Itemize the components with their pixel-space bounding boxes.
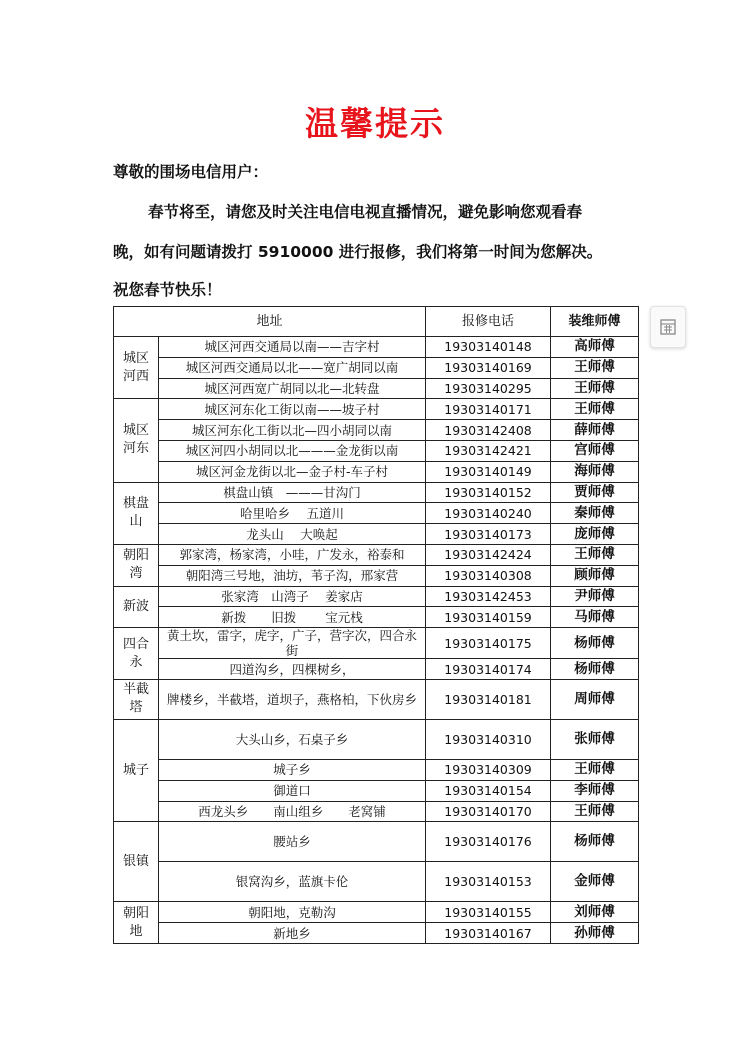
- technician-cell: 王师傅: [551, 357, 639, 378]
- technician-cell: 庞师傅: [551, 524, 639, 545]
- table-row: [114, 399, 639, 420]
- technician-cell: 贾师傅: [551, 482, 639, 503]
- technician-cell: 王师傅: [551, 378, 639, 399]
- address-cell: 牌楼乡，半截塔，道坝子，燕格柏，下伙房乡: [159, 679, 426, 719]
- table-row: [114, 607, 639, 628]
- phone-cell: 19303140170: [426, 801, 551, 822]
- address-cell: 黄土坎，雷字，虎字，广子，营字次，四合永街: [159, 628, 426, 659]
- technician-cell: 杨师傅: [551, 628, 639, 659]
- table-row: [114, 923, 639, 944]
- area-cell: [114, 586, 159, 628]
- header-technician: 装维师傅: [551, 307, 639, 337]
- address-cell: 郭家湾，杨家湾，小哇，广发永，裕泰和: [159, 544, 426, 565]
- phone-cell: 19303140153: [426, 862, 551, 902]
- technician-cell: 王师傅: [551, 544, 639, 565]
- repair-table: [113, 306, 639, 944]
- address-cell: 城区河西交通局以北——宽广胡同以南: [159, 357, 426, 378]
- phone-cell: 19303142453: [426, 586, 551, 607]
- area-label-line: 永: [129, 654, 143, 670]
- area-label-line: 河东: [122, 441, 149, 457]
- technician-cell: 孙师傅: [551, 923, 639, 944]
- header-phone: 报修电话: [426, 307, 551, 337]
- address-cell: 御道口: [159, 780, 426, 801]
- phone-cell: 19303140175: [426, 628, 551, 659]
- address-cell: 朝阳湾三号地，油坊，苇子沟，邢家营: [159, 565, 426, 586]
- phone-cell: 19303140148: [426, 337, 551, 358]
- phone-cell: 19303140167: [426, 923, 551, 944]
- area-label-line: 河西: [122, 368, 149, 384]
- address-cell: 城区河东化工街以南——坡子村: [159, 399, 426, 420]
- address-cell: 城区河西交通局以南——吉字村: [159, 337, 426, 358]
- table-row: [114, 357, 639, 378]
- address-cell: 新拨 旧拨 宝元栈: [159, 607, 426, 628]
- address-cell: 西龙头乡 南山组乡 老窝铺: [159, 801, 426, 822]
- technician-cell: 薛师傅: [551, 420, 639, 441]
- technician-cell: 海师傅: [551, 461, 639, 482]
- technician-cell: 王师傅: [551, 399, 639, 420]
- area-label-line: 新波: [122, 598, 149, 614]
- technician-cell: 马师傅: [551, 607, 639, 628]
- page-title: 温馨提示: [305, 104, 445, 143]
- address-cell: 四道沟乡，四棵树乡，: [159, 659, 426, 680]
- area-cell: [114, 719, 159, 821]
- area-label-line: 朝阳: [122, 905, 149, 921]
- wish: 祝您春节快乐！: [113, 281, 222, 299]
- address-cell: 张家湾 山湾子 姜家店: [159, 586, 426, 607]
- area-cell: [114, 482, 159, 544]
- area-cell: [114, 628, 159, 680]
- area-cell: [114, 679, 159, 719]
- technician-cell: 刘师傅: [551, 902, 639, 923]
- phone-cell: 19303140308: [426, 565, 551, 586]
- address-cell: 城区河四小胡同以北———金龙街以南: [159, 440, 426, 461]
- message-line-2: 晚，如有问题请拨打 5910000 进行报修，我们将第一时间为您解决。: [113, 243, 603, 261]
- table-row: [114, 420, 639, 441]
- table-row: [114, 822, 639, 862]
- address-cell: 城区河西宽广胡同以北—北转盘: [159, 378, 426, 399]
- area-cell: [114, 337, 159, 399]
- table-row: [114, 565, 639, 586]
- phone-cell: 19303140171: [426, 399, 551, 420]
- greeting: 尊敬的围场电信用户：: [113, 163, 269, 181]
- phone-cell: 19303140154: [426, 780, 551, 801]
- area-label-line: 半截: [122, 682, 149, 698]
- phone-cell: 19303140310: [426, 719, 551, 759]
- table-row: [114, 461, 639, 482]
- phone-cell: 19303140181: [426, 679, 551, 719]
- area-label-line: 地: [129, 923, 143, 939]
- technician-cell: 顾师傅: [551, 565, 639, 586]
- phone-cell: 19303140159: [426, 607, 551, 628]
- address-cell: 大头山乡，石桌子乡: [159, 719, 426, 759]
- address-cell: 新地乡: [159, 923, 426, 944]
- technician-cell: 尹师傅: [551, 586, 639, 607]
- calculator-button[interactable]: [650, 306, 686, 348]
- technician-cell: 秦师傅: [551, 503, 639, 524]
- technician-cell: 宫师傅: [551, 440, 639, 461]
- table-row: [114, 719, 639, 759]
- area-label-line: 棋盘: [122, 496, 149, 512]
- area-cell: [114, 902, 159, 944]
- table-row: [114, 337, 639, 358]
- area-label-line: 城子: [122, 762, 149, 778]
- area-cell: [114, 822, 159, 902]
- phone-cell: 19303140240: [426, 503, 551, 524]
- header-address: 地址: [114, 307, 426, 337]
- area-label-line: 湾: [129, 566, 143, 582]
- phone-cell: 19303140176: [426, 822, 551, 862]
- phone-cell: 19303142424: [426, 544, 551, 565]
- table-row: [114, 780, 639, 801]
- table-row: [114, 628, 639, 659]
- table-header-row: [114, 307, 639, 337]
- phone-cell: 19303140173: [426, 524, 551, 545]
- area-label-line: 城区: [122, 423, 149, 439]
- table-row: [114, 679, 639, 719]
- address-cell: 城区河东化工街以北—四小胡同以南: [159, 420, 426, 441]
- address-cell: 朝阳地，克勒沟: [159, 902, 426, 923]
- address-cell: 城区河金龙街以北—金子村-车子村: [159, 461, 426, 482]
- calculator-icon: [658, 317, 678, 337]
- table-row: [114, 544, 639, 565]
- table-row: [114, 902, 639, 923]
- phone-cell: 19303142408: [426, 420, 551, 441]
- phone-cell: 19303140309: [426, 759, 551, 780]
- area-label-line: 银镇: [122, 853, 149, 869]
- message-line-1: 春节将至，请您及时关注电信电视直播情况，避免影响您观看春: [148, 203, 583, 221]
- table-row: [114, 862, 639, 902]
- address-cell: 棋盘山镇 ———甘沟门: [159, 482, 426, 503]
- technician-cell: 张师傅: [551, 719, 639, 759]
- phone-cell: 19303140169: [426, 357, 551, 378]
- phone-cell: 19303140295: [426, 378, 551, 399]
- technician-cell: 周师傅: [551, 679, 639, 719]
- table-row: [114, 378, 639, 399]
- area-label-line: 城区: [122, 350, 149, 366]
- technician-cell: 杨师傅: [551, 822, 639, 862]
- phone-cell: 19303140152: [426, 482, 551, 503]
- area-label-line: 四合: [122, 636, 149, 652]
- table-row: [114, 659, 639, 680]
- address-cell: 腰站乡: [159, 822, 426, 862]
- table-row: [114, 482, 639, 503]
- technician-cell: 王师傅: [551, 759, 639, 780]
- table-body: [114, 337, 639, 944]
- area-cell: [114, 544, 159, 586]
- address-cell: 龙头山 大唤起: [159, 524, 426, 545]
- table-row: [114, 440, 639, 461]
- phone-cell: 19303140174: [426, 659, 551, 680]
- table-row: [114, 759, 639, 780]
- table-row: [114, 586, 639, 607]
- table-row: [114, 524, 639, 545]
- technician-cell: 李师傅: [551, 780, 639, 801]
- area-label-line: 朝阳: [122, 548, 149, 564]
- table-row: [114, 801, 639, 822]
- address-cell: 银窝沟乡，蓝旗卡伦: [159, 862, 426, 902]
- area-label-line: 塔: [129, 700, 143, 716]
- technician-cell: 高师傅: [551, 337, 639, 358]
- address-cell: 城子乡: [159, 759, 426, 780]
- technician-cell: 杨师傅: [551, 659, 639, 680]
- area-label-line: 山: [129, 514, 143, 530]
- technician-cell: 王师傅: [551, 801, 639, 822]
- address-cell: 哈里哈乡 五道川: [159, 503, 426, 524]
- phone-cell: 19303140149: [426, 461, 551, 482]
- technician-cell: 金师傅: [551, 862, 639, 902]
- phone-cell: 19303142421: [426, 440, 551, 461]
- phone-cell: 19303140155: [426, 902, 551, 923]
- table-row: [114, 503, 639, 524]
- area-cell: [114, 399, 159, 482]
